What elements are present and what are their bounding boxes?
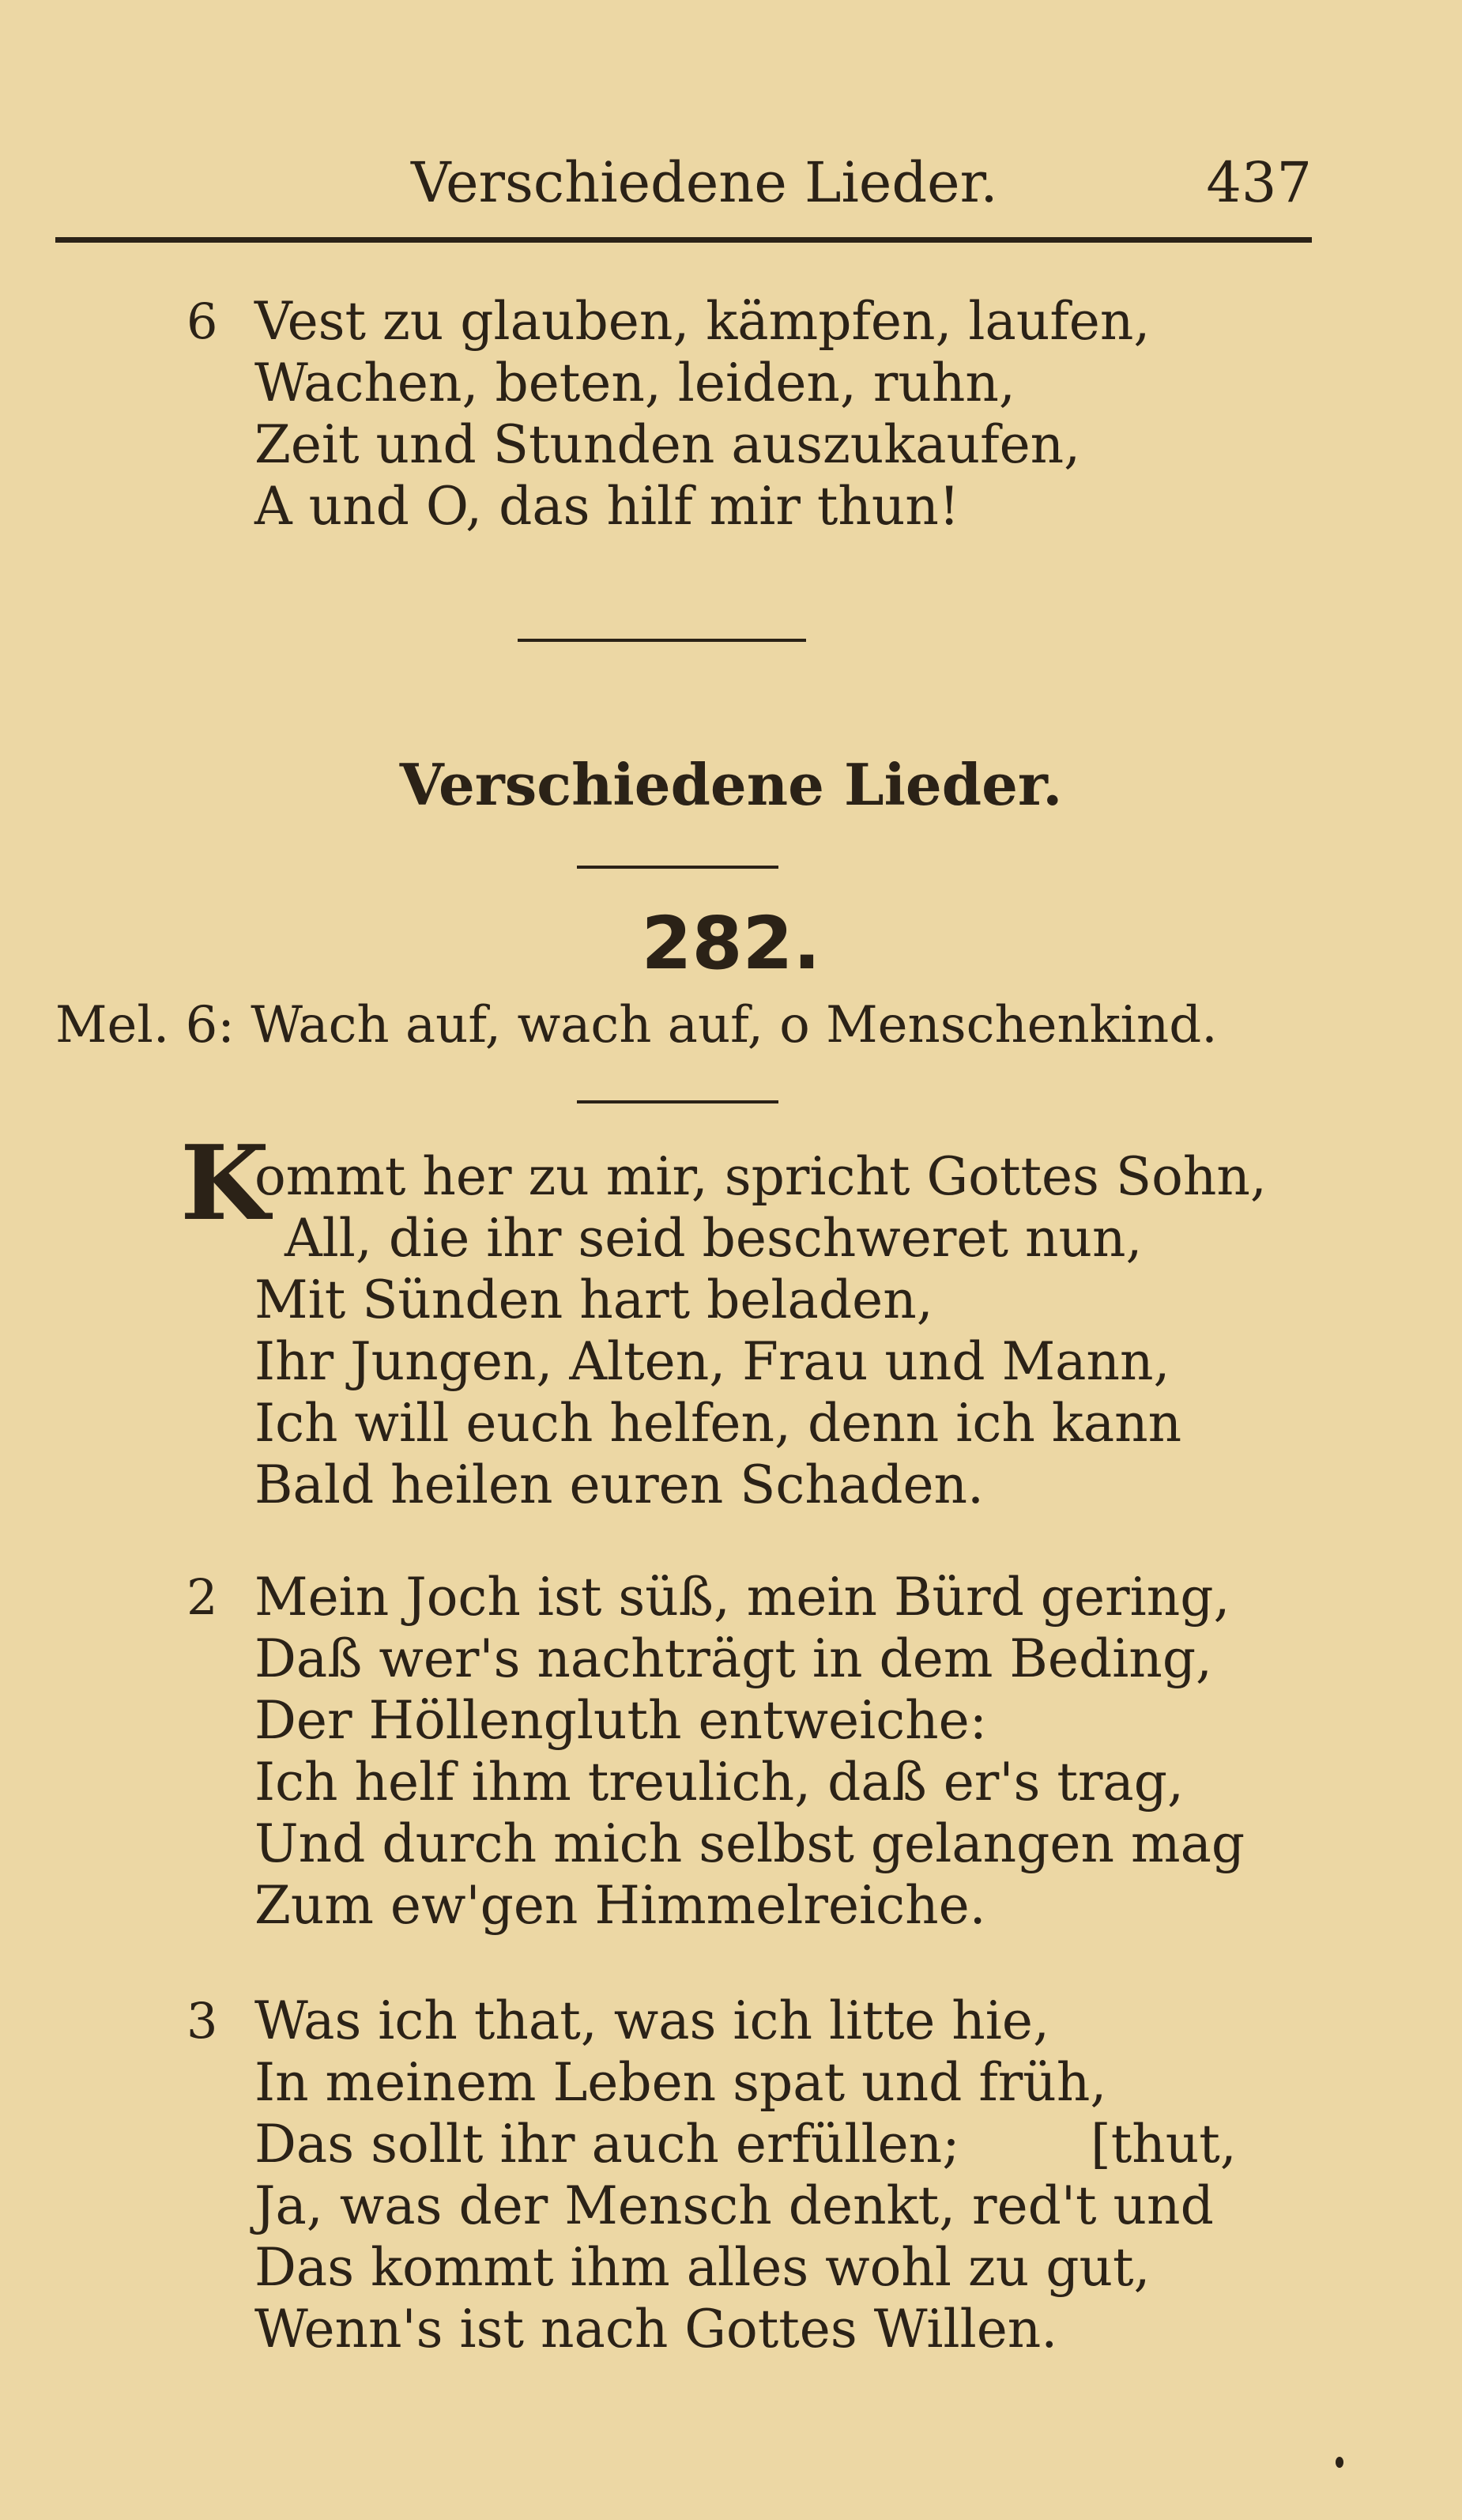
verse-line: A und O, das hilf mir thun! [254, 476, 960, 537]
verse-line: Und durch mich selbst gelangen mag [254, 1813, 1245, 1874]
melody-line: Mel. 6: Wach auf, wach auf, o Menschenkind. [55, 996, 1218, 1054]
verse-number: 6 [187, 292, 218, 350]
drop-capital: K [180, 1122, 269, 1243]
running-header-title: Verschiedene Lieder. [411, 150, 998, 215]
verse-line: Ich helf ihm treulich, daß er's trag, [254, 1752, 1184, 1813]
verse-line: ommt her zu mir, spricht Gottes Sohn, [254, 1146, 1267, 1207]
section-divider [518, 639, 806, 642]
verse-line: Wenn's ist nach Gottes Willen. [254, 2299, 1058, 2360]
verse-line: Zeit und Stunden auszukaufen, [254, 414, 1081, 475]
verse-number: 3 [187, 1992, 218, 2050]
verse-line: Mit Sünden hart beladen, [254, 1269, 933, 1330]
verse-line: Wachen, beten, leiden, ruhn, [254, 353, 1015, 413]
page-number: 437 [1206, 150, 1312, 215]
overflow-word: [thut, [1091, 2114, 1237, 2175]
hymn-number: 282. [641, 901, 821, 986]
verse-line: Daß wer's nachträgt in dem Beding, [254, 1628, 1213, 1689]
melody-divider [577, 1100, 778, 1103]
verse-line: Zum ew'gen Himmelreiche. [254, 1875, 986, 1936]
section-title: Verschiedene Lieder. [399, 751, 1063, 818]
verse-line: Was ich that, was ich litte hie, [254, 1990, 1049, 2051]
verse-line: Der Höllengluth entweiche: [254, 1690, 987, 1751]
verse-line: Ich will euch helfen, denn ich kann [254, 1393, 1182, 1454]
verse-line: Mein Joch ist süß, mein Bürd gering, [254, 1567, 1230, 1628]
verse-line: Ihr Jungen, Alten, Frau und Mann, [254, 1331, 1170, 1392]
title-divider [577, 866, 778, 869]
verse-line: Bald heilen euren Schaden. [254, 1454, 985, 1515]
verse-line: Das kommt ihm alles wohl zu gut, [254, 2237, 1151, 2298]
verse-line: All, die ihr seid beschweret nun, [284, 1208, 1143, 1269]
verse-number: 2 [187, 1568, 218, 1626]
verse-line: Das sollt ihr auch erfüllen; [254, 2114, 960, 2175]
print-speck [1336, 2457, 1343, 2468]
verse-line: Vest zu glauben, kämpfen, laufen, [254, 291, 1151, 352]
verse-line: In meinem Leben spat und früh, [254, 2052, 1107, 2113]
verse-line: Ja, was der Mensch denkt, red't und [254, 2175, 1214, 2236]
header-rule [55, 237, 1312, 243]
